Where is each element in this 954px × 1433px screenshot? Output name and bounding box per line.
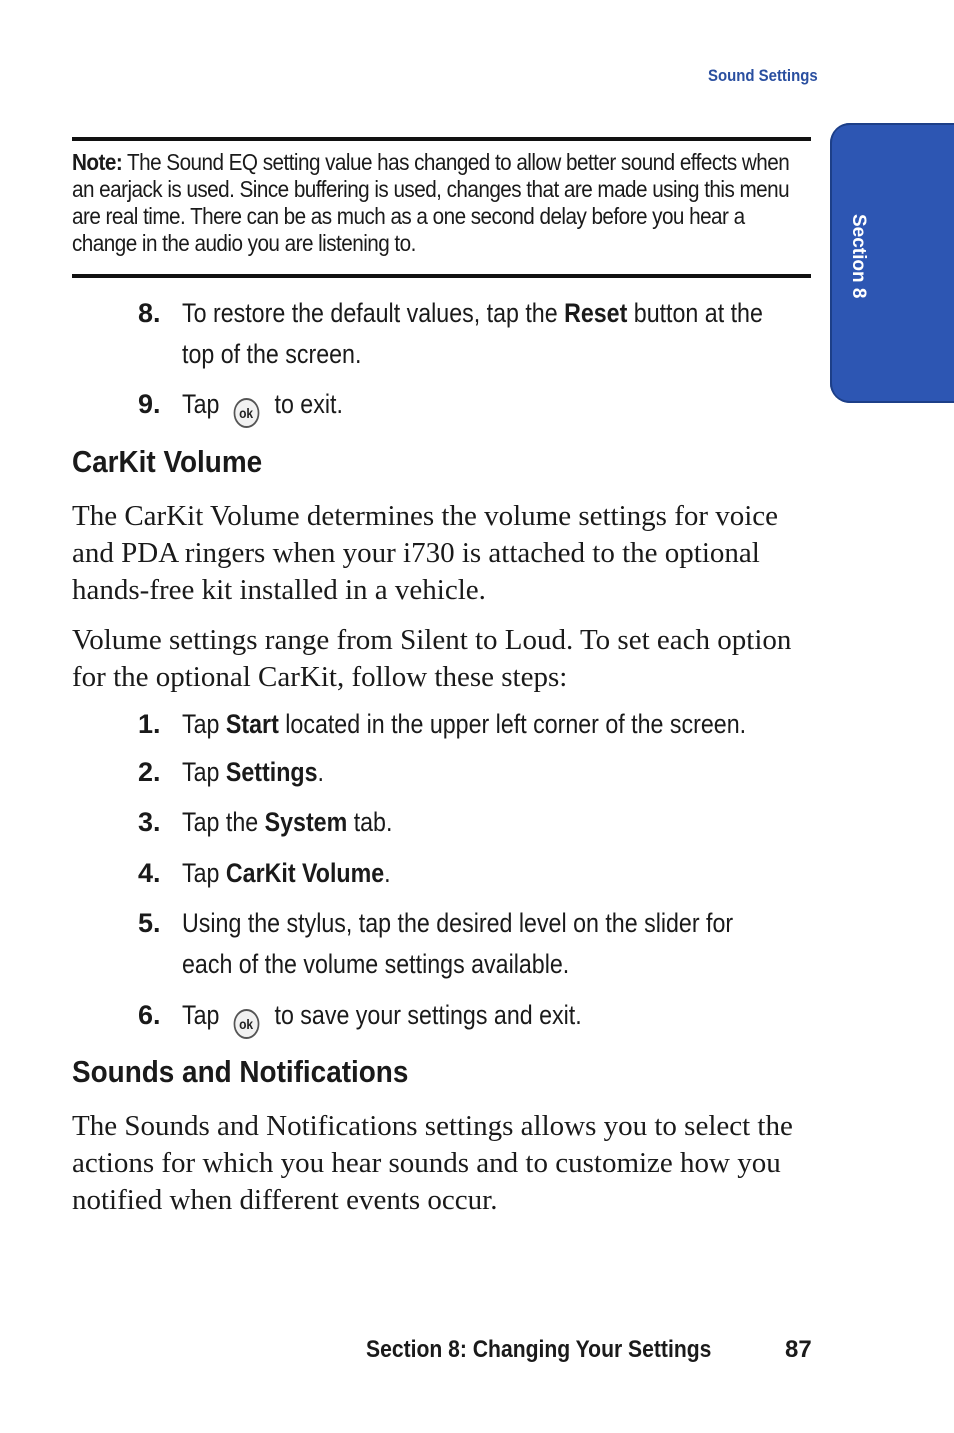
footer-title: Section 8: Changing Your Settings (366, 1336, 712, 1363)
page-number: 87 (785, 1336, 812, 1363)
note-label: Note: (72, 149, 123, 175)
reset-term: Reset (564, 298, 628, 328)
carkit-paragraph-2: Volume settings range from Silent to Loud. To set each option for the optional CarKit, follow these steps: (72, 624, 792, 693)
ok-icon: ok (233, 398, 259, 428)
step-number: 9. (138, 389, 161, 419)
section-tab-label: Section 8 (848, 214, 869, 299)
running-header: Sound Settings (708, 66, 818, 85)
note-text: The Sound EQ setting value has changed to allow better sound effects when an earjack is used. Since buffering is used, changes that are made using this menu are real time. There can be as much as a one second delay before you hear a change in the audio you are listening to. (72, 149, 790, 256)
carkit-paragraph-1: The CarKit Volume determines the volume settings for voice and PDA ringers when your i730 is attached to the optional hands-free kit installed in a vehicle. (72, 500, 779, 606)
ok-icon: ok (233, 1009, 259, 1039)
note-box (72, 137, 811, 278)
sounds-heading: Sounds and Notifications (72, 1054, 409, 1089)
sounds-paragraph: The Sounds and Notifications settings allows you to select the actions for which you hear sounds and to customize how you notified when different events occur. (72, 1110, 793, 1216)
carkit-heading: CarKit Volume (72, 444, 263, 479)
step-number: 8. (138, 298, 161, 328)
